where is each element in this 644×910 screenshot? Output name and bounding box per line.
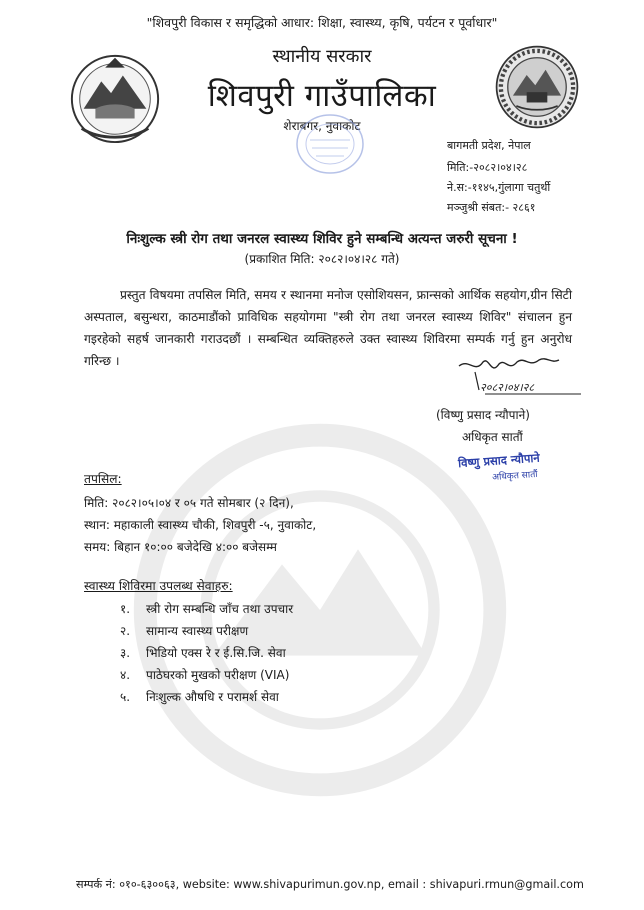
manjushree-sambat: मञ्जुश्री संबत:- २८६१ (447, 201, 536, 214)
service-item: ५. निःशुल्क औषधि र परामर्श सेवा (120, 690, 279, 704)
letter-date: मिति:-२०८२।०४।२८ (447, 161, 528, 174)
event-place: स्थान: महाकाली स्वास्थ्य चौकी, शिवपुरी -५, नुवाकोट, (84, 518, 317, 532)
contact-label: सम्पर्क नं: (76, 878, 116, 891)
office-round-stamp (294, 112, 366, 176)
stamp-name: विष्णु प्रसाद न्यौपाने (457, 450, 541, 471)
website-link[interactable]: www.shivapurimun.gov.np, (233, 878, 385, 891)
motto: "शिवपुरी विकास र समृद्धिको आधार: शिक्षा, स्वास्थ्य, कृषि, पर्यटन र पूर्वाधार" (146, 15, 498, 30)
municipality-logo-icon (494, 44, 580, 130)
signer-title: अधिकृत सातौं (462, 430, 523, 444)
service-item: ३. भिडियो एक्स रे र ई.सि.जि. सेवा (120, 646, 286, 660)
government-type: स्थानीय सरकार (272, 46, 372, 67)
signature-date: २०८२।०४।२८ (480, 381, 535, 394)
province: बागमती प्रदेश, नेपाल (447, 139, 531, 152)
service-item: ४. पाठेघरको मुखको परीक्षण (VIA) (120, 668, 290, 682)
published-date: (प्रकाशित मिति: २०८२।०४।२८ गते) (244, 252, 400, 266)
service-item: २. सामान्य स्वास्थ्य परीक्षण (120, 624, 249, 638)
website-label: website: (182, 878, 230, 891)
services-heading: स्वास्थ्य शिविरमा उपलब्ध सेवाहरु: (84, 579, 233, 593)
name-stamp (458, 448, 580, 492)
notice-title: निःशुल्क स्त्री रोग तथा जनरल स्वास्थ्य शिविर हुने सम्बन्धि अत्यन्त जरुरी सूचना ! (126, 231, 518, 247)
stamp-title: अधिकृत सातौं (491, 469, 538, 484)
contact-number: ०१०-६३००६३, (119, 878, 180, 891)
signer-name: (विष्णु प्रसाद न्यौपाने) (436, 408, 530, 422)
email-label: email : (387, 878, 427, 891)
event-time: समय: बिहान १०:०० बजेदेखि ४:०० बजेसम्म (84, 540, 277, 554)
email-link[interactable]: shivapuri.rmun@gmail.com (429, 878, 584, 891)
details-heading: तपसिल: (84, 472, 122, 486)
footer-contact (76, 877, 584, 892)
nepal-sambat: ने.स:-११४५,गुंलागा चतुर्थी (447, 181, 551, 194)
notice-body: प्रस्तुत विषयमा तपसिल मिति, समय र स्थानमा मनोज एसोशियसन, फ्रान्सको आर्थिक सहयोग,ग्रीन सिटी अस्पताल, बसुन्धरा, काठमाडौंको प्राविधिक सहयोगमा "स्त्री रोग तथा जनरल स्वास्थ्य शिविर" संचालन हुन गइरहेको सहर्ष जानकारी गराउदछौं । सम्बन्धित व्यक्तिहरुले उक्त स्वास्थ्य शिविरमा सम्पर्क गर्नु हुन अनुरोध गरिन्छ । (84, 288, 572, 368)
municipality-name: शिवपुरी गाउँपालिका (207, 78, 437, 114)
event-date: मिति: २०८२।०५।०४ र ०५ गते सोमबार (२ दिन), (84, 496, 294, 510)
municipality-location: शेराबगर, नुवाकोट (283, 119, 361, 133)
service-item: १. स्त्री रोग सम्बन्धि जाँच तथा उपचार (120, 602, 294, 616)
